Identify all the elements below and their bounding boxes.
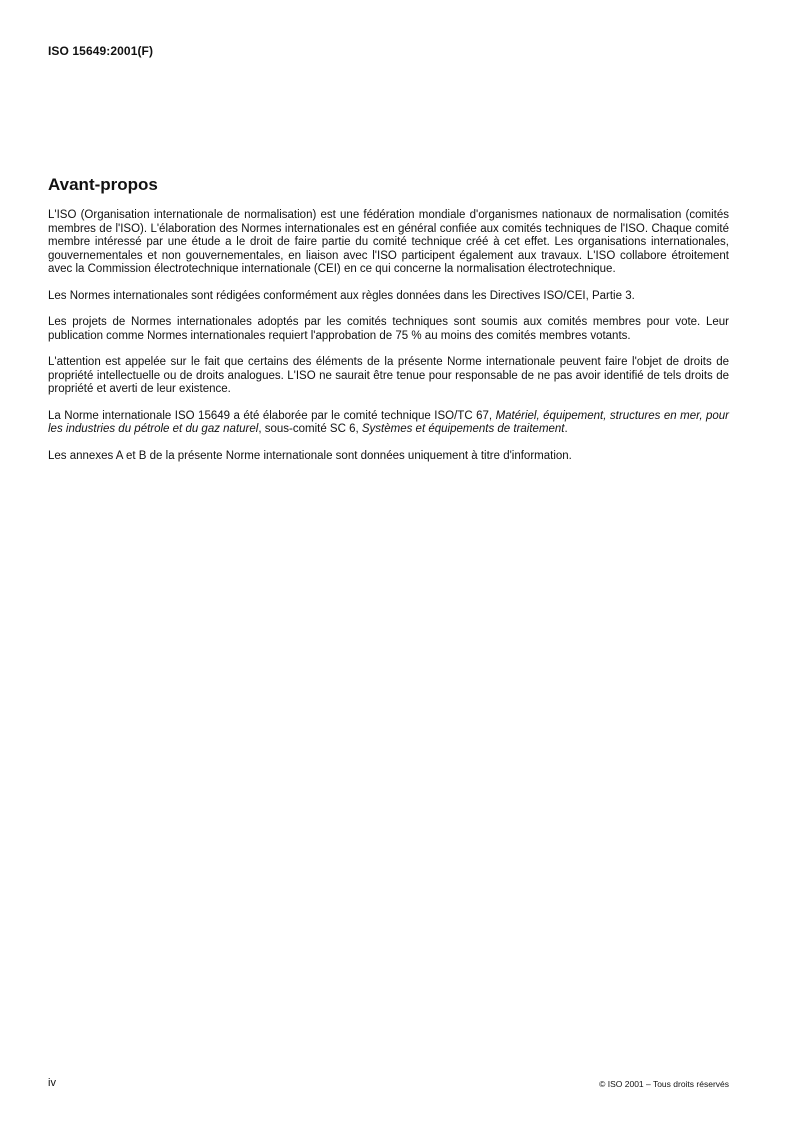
page-number: iv [48, 1077, 56, 1089]
committee-text-1: La Norme internationale ISO 15649 a été élaborée par le comité technique ISO/TC 67, [48, 409, 496, 422]
committee-tc-title: Matériel, équipement, structures en mer, pour les industries du pétrole et du gaz naturel [48, 409, 730, 435]
foreword-section [48, 175, 729, 476]
document-id-header: ISO 15649:2001(F) [48, 44, 154, 58]
committee-sc-title: Systèmes et équipements de traitement [361, 423, 565, 435]
paragraph-voting: Les projets de Normes internationales adoptés par les comités techniques sont soumis aux comités membres pour vote. Leur publication comme Normes internationales requiert l'approbation de 75 % au moins des comités membres votants. [48, 316, 729, 342]
paragraph-iso-organisation: L'ISO (Organisation internationale de normalisation) est une fédération mondiale d'organismes nationaux de normalisation (comités membres de l'ISO). L'élaboration des Normes internationales est en général confiée aux comités techniques de l'ISO. Chaque comité membre intéressé par une étude a le droit de faire partie du comité technique créé à cet effet. Les organisations internationales, gouvernementales et non gouvernementales, en liaison avec l'ISO participent également aux travaux. L'ISO collabore étroitement avec la Commission électrotechnique internationale (CEI) en ce qui concerne la normalisation électrotechnique. [48, 209, 729, 275]
paragraph-patent-rights: L'attention est appelée sur le fait que certains des éléments de la présente Norme internationale peuvent faire l'objet de droits de propriété intellectuelle ou de droits analogues. L'ISO ne saurait être tenue pour responsable de ne pas avoir identifié de tels droits de propriété et averti de leur existence. [48, 356, 729, 395]
section-title: Avant-propos [48, 175, 158, 194]
copyright-notice: © ISO 2001 – Tous droits réservés [599, 1079, 729, 1089]
committee-text-2: , sous-comité SC 6, [258, 423, 362, 435]
paragraph-drafting-rules: Les Normes internationales sont rédigées conformément aux règles données dans les Directives ISO/CEI, Partie 3. [48, 289, 635, 302]
paragraph-annexes: Les annexes A et B de la présente Norme internationale sont données uniquement à titre d'information. [48, 449, 572, 462]
paragraph-committee [48, 410, 729, 437]
committee-text-3: . [564, 423, 568, 435]
